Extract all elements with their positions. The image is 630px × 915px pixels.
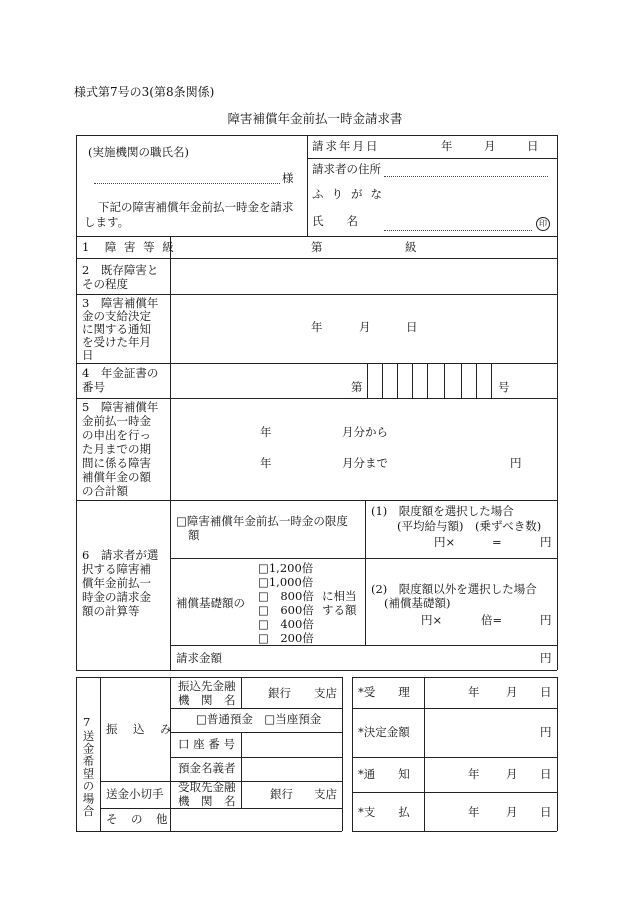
request-month: 月 bbox=[484, 139, 496, 153]
decision-amount-yen: 円 bbox=[540, 725, 552, 739]
notice-office-year: 年 bbox=[468, 767, 480, 781]
multiplier-200[interactable]: □ 200倍 bbox=[258, 631, 314, 645]
case2-title: (2) 限度額以外を選択した場合 bbox=[371, 582, 537, 596]
equiv-line1: に相当 bbox=[322, 589, 357, 603]
name-line[interactable] bbox=[384, 230, 532, 231]
receipt-day: 日 bbox=[540, 685, 552, 699]
period-to-year: 年 bbox=[260, 456, 272, 470]
multiplier-800[interactable]: □ 800倍 bbox=[258, 589, 314, 603]
request-text-line2: します。 bbox=[84, 215, 130, 229]
sama-label: 様 bbox=[282, 171, 294, 185]
payment-month: 月 bbox=[506, 805, 518, 819]
recv-bank-suffix: 銀行 bbox=[270, 787, 293, 801]
branch-suffix: 支店 bbox=[314, 686, 337, 700]
notice-day: 日 bbox=[406, 320, 418, 334]
existing-disability-line2: その程度 bbox=[82, 277, 128, 291]
notice-office-month: 月 bbox=[506, 767, 518, 781]
cert-dai: 第 bbox=[351, 380, 363, 394]
pension-cert-line2: 番号 bbox=[82, 380, 105, 394]
recv-branch-suffix: 支店 bbox=[314, 787, 337, 801]
case1-yen-times: 円× bbox=[434, 535, 456, 549]
case1-title: (1) 限度額を選択した場合 bbox=[371, 504, 514, 518]
grade-kyu: 級 bbox=[405, 240, 417, 254]
address-line[interactable] bbox=[384, 176, 548, 177]
section7-vertical-label: 送金希望の場合 bbox=[81, 730, 96, 818]
section7-number: 7 bbox=[83, 715, 91, 729]
form-number: 様式第7号の3(第8条関係) bbox=[74, 85, 215, 99]
base-amount-label: 補償基礎額の bbox=[176, 596, 245, 610]
case1-yen: 円 bbox=[540, 535, 552, 549]
notice-label: *通 知 bbox=[358, 767, 410, 781]
account-number-label: 口 座 番 号 bbox=[178, 737, 235, 751]
limit-line2: 額 bbox=[188, 528, 200, 542]
decision-amount-label: *決定金額 bbox=[358, 725, 410, 739]
payment-day: 日 bbox=[540, 805, 552, 819]
form-title: 障害補償年金前払一時金請求書 bbox=[227, 111, 403, 126]
pension-cert-line1: 4 年金証書の bbox=[82, 366, 159, 380]
multiplier-1200[interactable]: □1,200倍 bbox=[258, 561, 314, 575]
request-date-label: 請求年月日 bbox=[312, 139, 380, 153]
account-holder-label: 預金名義者 bbox=[178, 761, 236, 775]
disability-grade-label: 1 障 害 等 級 bbox=[82, 240, 176, 254]
cert-go: 号 bbox=[498, 380, 510, 394]
agency-name-line[interactable] bbox=[94, 183, 280, 184]
total-amount-yen: 円 bbox=[540, 651, 552, 665]
receipt-month: 月 bbox=[506, 685, 518, 699]
limit-checkbox[interactable]: □障害補償年金前払一時金の限度 bbox=[176, 514, 348, 528]
case2-yen-times: 円× bbox=[421, 613, 443, 627]
multiplier-1000[interactable]: □1,000倍 bbox=[258, 575, 314, 589]
bank-label-line1: 振込先金融 bbox=[178, 679, 236, 693]
grade-dai: 第 bbox=[311, 240, 323, 254]
agency-label: (実施機関の職氏名) bbox=[88, 145, 189, 159]
furikomi-label: 振 込 み bbox=[106, 722, 174, 736]
seal-mark: 印 bbox=[536, 217, 550, 231]
request-text-line1: 下記の障害補償年金前払一時金を請求 bbox=[98, 200, 294, 214]
notice-year: 年 bbox=[311, 320, 323, 334]
period-from-month: 月分から bbox=[342, 425, 388, 439]
case2-yen: 円 bbox=[540, 613, 552, 627]
case1-sub: (平均給与額) (乗ずべき数) bbox=[397, 519, 542, 533]
equiv-line2: する額 bbox=[322, 603, 357, 617]
check-label: 送金小切手 bbox=[106, 787, 164, 801]
payment-year: 年 bbox=[468, 805, 480, 819]
notice-month: 月 bbox=[359, 320, 371, 334]
case2-sub: (補償基礎額) bbox=[384, 596, 451, 610]
multiplier-600[interactable]: □ 600倍 bbox=[258, 603, 314, 617]
receipt-year: 年 bbox=[468, 685, 480, 699]
address-label: 請求者の住所 bbox=[312, 162, 381, 176]
notice-office-day: 日 bbox=[540, 767, 552, 781]
deposit-type-options[interactable]: □普通預金 □当座預金 bbox=[196, 712, 322, 726]
page: 様式第7号の3(第8条関係) 障害補償年金前払一時金請求書 (実施機関の職氏名) 様 下記の障害補償年金前払一時金を請求 します。 請求年月日 年 月 日 請求者の住所 ふりがな 氏 名 印 1 障 害 等 級 第 級 2 既存障害と その程度 3 障害補償年 金の支給決定 に関する通知 を受けた年月 日 年 月 日 4 年金証書の 番号 第 号 5 障害補償年 金前払一時金 の申出を行っ た月までの期 間に係る障害 補償年金の額 の合計額 年 月分から 年 月分まで 円 6 請求者が選 択する障害補 償年金前払一 時金の請求金 額の計算等 □障害補償年金前払一時金の限度 額 (1) 限度額を選択した場合 (平均給与額) (乗ずべき数) 円× = 円 補償基礎額の □1,200倍 □1,000倍 □ 800倍 □ 600倍 □ 400倍 □ 200倍 に相当 する額 (2) 限度額以外を選択した場合 (補償基礎額) 円× 倍= 円 請求金額 円 7 送金希望の場合 振 込 み 振込先金融 機 関 名 銀行 支店 □普通預金 □当座預金 口 座 番 号 預金名義者 送金小切手 受取先金融 機 関 名 銀行 支店 そ の 他 *受 理 年 月 日 *決定金額 円 *通 知 年 月 日 *支 払 年 月 日 bbox=[0, 0, 630, 915]
case1-eq: = bbox=[492, 535, 502, 549]
request-year: 年 bbox=[441, 139, 453, 153]
period-total-yen: 円 bbox=[510, 456, 522, 470]
recv-bank-label-line1: 受取先金融 bbox=[178, 780, 236, 794]
multiplier-400[interactable]: □ 400倍 bbox=[258, 617, 314, 631]
other-label: そ の 他 bbox=[106, 812, 169, 826]
total-amount-label: 請求金額 bbox=[176, 651, 222, 665]
bank-suffix: 銀行 bbox=[268, 686, 291, 700]
period-from-year: 年 bbox=[260, 425, 272, 439]
existing-disability-line1: 2 既存障害と bbox=[82, 263, 159, 277]
period-to-month: 月分まで bbox=[342, 456, 388, 470]
request-day: 日 bbox=[527, 139, 539, 153]
name-label: 氏 名 bbox=[312, 214, 358, 228]
receipt-label: *受 理 bbox=[358, 685, 410, 699]
payment-label: *支 払 bbox=[358, 805, 410, 819]
case2-times-eq: 倍= bbox=[481, 613, 503, 627]
bank-label-line2: 機 関 名 bbox=[178, 693, 236, 707]
recv-bank-label-line2: 機 関 名 bbox=[178, 794, 236, 808]
furigana-label: ふりがな bbox=[312, 187, 390, 201]
